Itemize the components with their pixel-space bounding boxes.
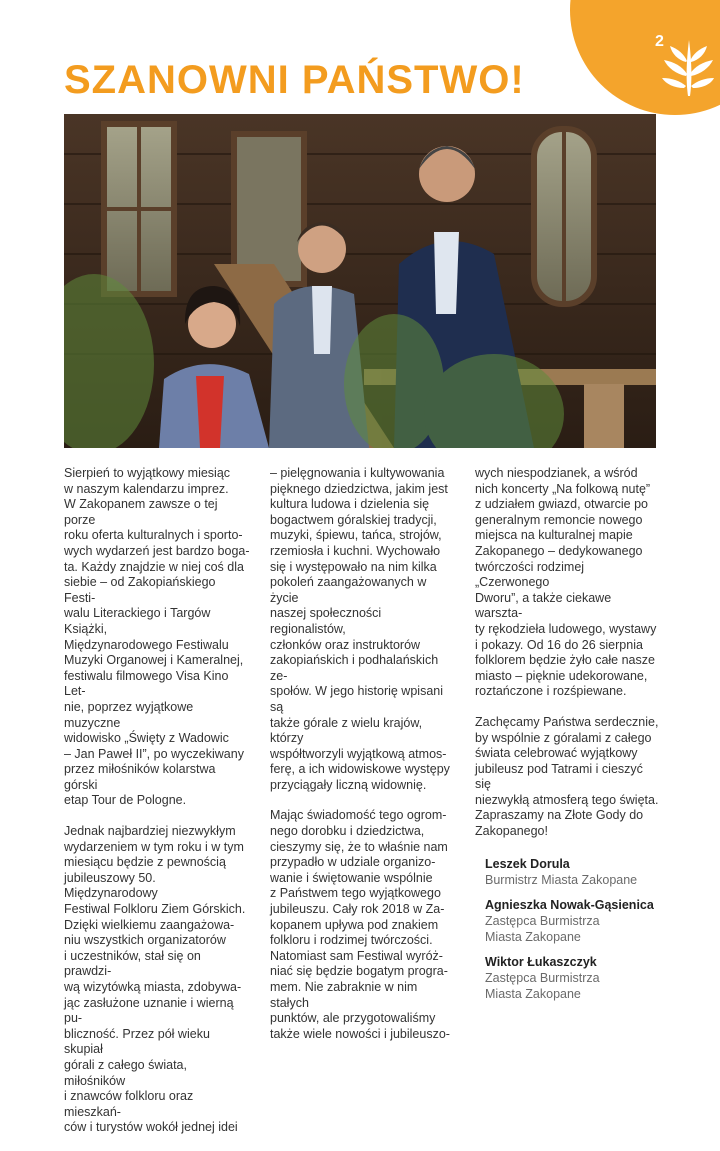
group-photo-icon — [64, 114, 656, 448]
article-column-1 — [64, 466, 250, 1151]
signature-block — [485, 954, 661, 1002]
article-column-2 — [270, 466, 456, 1057]
signatory-name: Wiktor Łukaszczyk — [485, 954, 597, 969]
signatory-name: Leszek Dorula — [485, 856, 570, 871]
paragraph: wych niespodzianek, a wśród nich koncerty „Na folkową nutę” z udziałem gwiazd, otwarcie po generalnym remoncie nowego miejsca na kulturalnej mapie Zakopanego – dedykowanego twórczości rodzimej „Czerwonego Dworu”, a także ciekawe warszta- ty rękodzieła ludowego, wystawy i pokazy. Od 16 do 26 sierpnia folklorem będzie żyło całe nasze miasto – pięknie udekorowane, roztańczone i rozśpiewane. — [475, 466, 657, 699]
signature-block — [485, 856, 661, 888]
signature-block — [485, 897, 661, 945]
paragraph: Jednak najbardziej niezwykłym wydarzeniem w tym roku i w tym miesiącu będzie z pewnością jubileuszowy 50. Międzynarodowy Festiwal Folkloru Ziem Górskich. Dzięki wielkiemu zaangażowa- niu wszystkich organizatorów i uczestników, stał się on prawdzi- wą wizytówką miasta, zdobywa- jąc zasłużone uznanie i wierną pu- bliczność. Przez pół wieku skupiał górali z całego świata, miłośników i znawców folkloru oraz mieszkań- ców i turystów wokół jednej idei — [64, 824, 246, 1135]
wheat-icon — [662, 34, 714, 98]
signatory-role: Zastępca Burmistrza Miasta Zakopane — [485, 913, 600, 944]
paragraph: – pielęgnowania i kultywowania pięknego dziedzictwa, jakim jest kultura ludowa i dzielenia się bogactwem góralskiej tradycji, muzyki, śpiewu, tańca, strojów, rzemiosła i kuchni. Wychowało się i występowało na nim kilka pokoleń zaangażowanych w życie naszej społeczności regionalistów, członków oraz instruktorów zakopiańskich i podhalańskich ze- społów. W jego historię wpisani są także górale z wielu krajów, którzy współtworzyli wyjątkową atmos- ferę, a ich widowiskowe występy przyciągały liczną widownię. — [270, 466, 450, 792]
signatory-role: Burmistrz Miasta Zakopane — [485, 872, 638, 887]
paragraph: Mając świadomość tego ogrom- nego dorobku i dziedzictwa, cieszymy się, że to właśnie nam przypadło w udziale organizo- wanie i świętowanie wspólnie z Państwem tego wyjątkowego jubileuszu. Cały rok 2018 w Za- kopanem upływa pod znakiem folkloru i rodzimej twórczości. Natomiast sam Festiwal wyróż- niać się będzie bogatym progra- mem. Nie zabraknie w nim stałych punktów, ale przygotowaliśmy także wiele nowości i jubileuszo- — [270, 808, 450, 1041]
signatory-role: Zastępca Burmistrza Miasta Zakopane — [485, 970, 600, 1001]
signatures — [475, 856, 661, 1002]
article-column-3 — [475, 466, 661, 1011]
signatory-name: Agnieszka Nowak-Gąsienica — [485, 897, 654, 912]
paragraph: Sierpień to wyjątkowy miesiąc w naszym kalendarzu imprez. W Zakopanem zawsze o tej porze roku oferta kulturalnych i sporto- wych wydarzeń jest bardzo boga- ta. Każdy znajdzie w niej coś dla siebie – od Zakopiańskiego Festi- walu Literackiego i Targów Książki, Międzynarodowego Festiwalu Muzyki Organowej i Kameralnej, festiwalu filmowego Visa Kino Let- nie, poprzez wyjątkowe muzyczne widowisko „Święty z Wadowic – Jan Paweł II”, po wyczekiwany przez miłośników kolarstwa górski etap Tour de Pologne. — [64, 466, 250, 808]
page-title: SZANOWNI PAŃSTWO! — [64, 58, 525, 102]
paragraph: Zachęcamy Państwa serdecznie, by wspólnie z góralami z całego świata celebrować wyjątkowy jubileusz pod Tatrami i cieszyć się niezwykłą atmosferą tego święta. Zapraszamy na Złote Gody do Zakopanego! — [475, 714, 659, 839]
group-photo — [64, 114, 656, 448]
page-number: 2 — [655, 33, 664, 50]
